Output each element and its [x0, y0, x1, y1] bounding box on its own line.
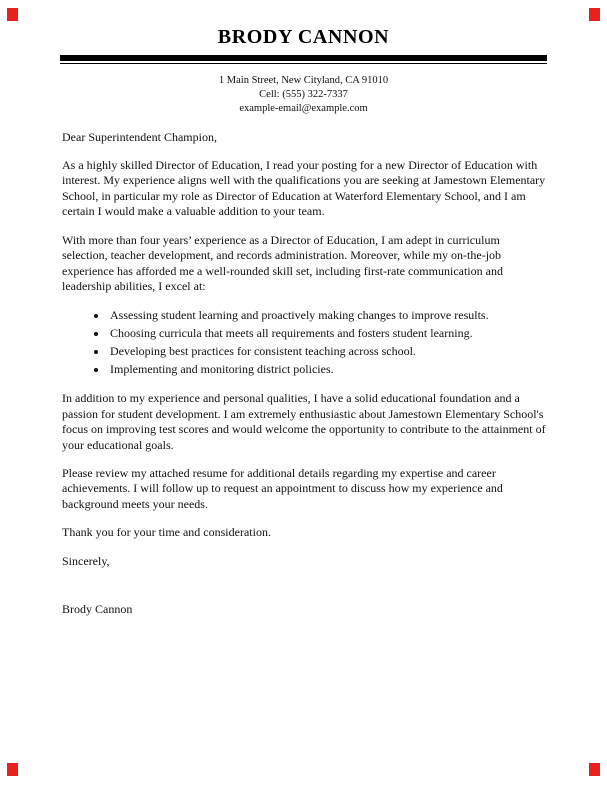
header-divider-rule	[60, 55, 547, 64]
contact-block	[0, 74, 607, 117]
corner-mark-bottom-left	[7, 763, 18, 776]
letter-name-heading: BRODY CANNON	[217, 26, 390, 48]
corner-mark-top-left	[7, 8, 18, 21]
signature-name: Brody Cannon	[62, 602, 133, 617]
letter-body	[0, 130, 607, 618]
contact-email: example-email@example.com	[239, 103, 368, 115]
letter-header	[0, 26, 607, 117]
signoff: Sincerely,	[62, 553, 110, 568]
list-item: • Assessing student learning and proactively making changes to improve results.	[108, 308, 546, 323]
corner-mark-top-right	[589, 8, 600, 21]
list-item: • Implementing and monitoring district policies.	[108, 362, 546, 377]
contact-cell: Cell: (555) 322-7337	[259, 89, 348, 101]
contact-address: 1 Main Street, New Cityland, CA 91010	[218, 75, 389, 86]
paragraph-experience: With more than four years’ experience as a Director of Education, I am adept in curriculum selection, teacher development, and records administration. Moreover, while my on-the-job experience has afforded me a well-rounded skill set, including first-rate communication and leadership abilities, I excel at:	[62, 232, 503, 294]
paragraph-intro: As a highly skilled Director of Education, I read your posting for a new Director of Education with interest. My experience aligns well with the qualifications you are seeking at Jamestown Elementary School, in particular my role as Director of Education at Waterford Elementary School, and I am certain I would make a valuable addition to your team.	[62, 157, 546, 219]
list-item: • Developing best practices for consistent teaching across school.	[108, 344, 546, 359]
corner-mark-bottom-right	[589, 763, 600, 776]
paragraph-followup: Please review my attached resume for additional details regarding my expertise and career achievements. I will follow up to request an appointment to discuss how my experience and background meets your needs.	[62, 465, 503, 511]
paragraph-education: In addition to my experience and personal qualities, I have a solid educational foundation and a passion for student development. I am extremely enthusiastic about Jamestown Elementary School's focus on improving test scores and would welcome the opportunity to contribute to the attainment of your educational goals.	[62, 391, 546, 452]
paragraph-thanks: Thank you for your time and consideration.	[62, 525, 271, 540]
list-item: • Choosing curricula that meets all requirements and fosters student learning.	[108, 326, 546, 341]
skills-list	[62, 308, 546, 377]
salutation: Dear Superintendent Champion,	[62, 129, 217, 144]
